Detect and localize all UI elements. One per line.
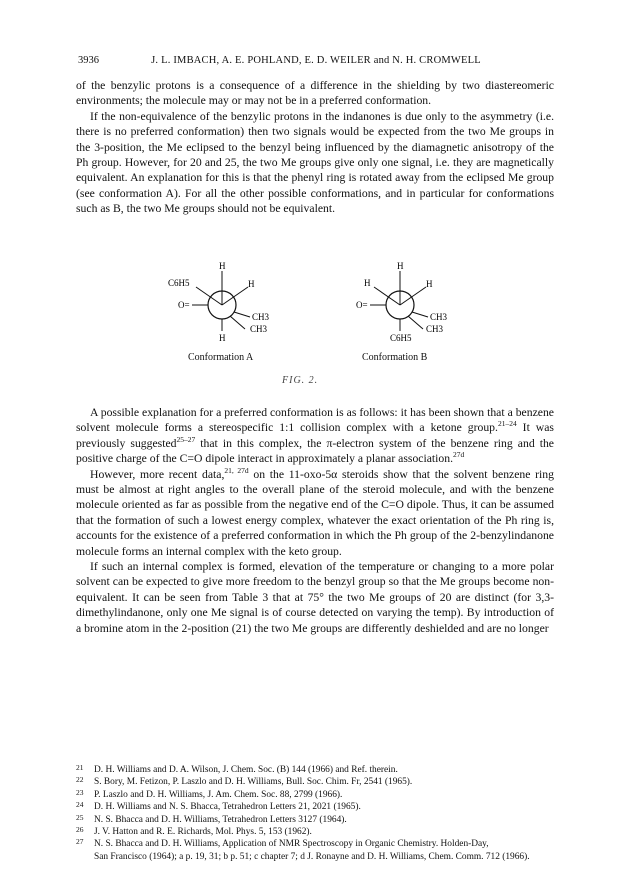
reference-continuation: San Francisco (1964); a p. 19, 31; b p. 51; c chapter 7; d J. Ronayne and D. H. Williams, Chem. Comm. 712 (1966). xyxy=(94,851,530,862)
conformation-a-label: Conformation A xyxy=(188,352,254,363)
atom-label: C6H5 xyxy=(390,333,412,343)
conformation-a-diagram xyxy=(168,261,270,343)
reference-item: 22 S. Bory, M. Fetizon, P. Laszlo and D. H. Williams, Bull. Soc. Chim. Fr, 2541 (1965). xyxy=(76,775,413,788)
atom-label: H xyxy=(397,261,404,271)
reference-item: 21 D. H. Williams and D. A. Wilson, J. Chem. Soc. (B) 144 (1966) and Ref. therein. xyxy=(76,763,398,775)
citation: 25–27 xyxy=(176,434,196,444)
atom-label: CH3 xyxy=(430,312,448,322)
reference-item: 27 N. S. Bhacca and D. H. Williams, Application of NMR Spectroscopy in Organic Chemistry. Holden-Day, xyxy=(76,837,489,850)
paragraph: of the benzylic protons is a consequence of a difference in the shielding by two diastereomeric environments; the molecule may or may not be in a preferred conformation. xyxy=(76,79,554,108)
paragraph-text: However, more recent data, xyxy=(90,467,225,481)
paragraph: If the non-equivalence of the benzylic protons in the indanones is due only to the asymmetry (i.e. there is no preferred conformation) then two signals would be expected from the two Me groups in the 3-position, the Me eclipsed to the benzyl being influenced by the diamagnetic anisotropy of the Ph group. However, for 20 and 25, the two Me groups give only one signal, i.e. they are magnetically equivalent. An explanation for this is that the phenyl ring is rotated away from the eclipsed Me group (see conformation A). For all the other possible conformations, and in particular for conformations such as B, the two Me groups should not be equivalent. xyxy=(76,109,554,216)
reference-item: 25 N. S. Bhacca and D. H. Williams, Tetrahedron Letters 3127 (1964). xyxy=(76,812,347,825)
paragraph-text: It was previously suggested xyxy=(76,421,554,450)
paragraph: If such an internal complex is formed, elevation of the temperature or changing to a more polar solvent can be expected to give more freedom to the benzyl group so that the Me groups become non-equivalent. It can be seen from Table 3 that at 75° the two Me groups of 20 are distinct (for 3,3-dimethylindanone, only one Me signal is of course detected on varying the temp). By introduction of a bromine atom in the 2-position (21) the two Me groups are differently deshielded and are no longer xyxy=(76,560,554,635)
newman-projections-figure xyxy=(150,259,490,359)
conformation-b-label: Conformation B xyxy=(362,352,428,363)
paragraph-text: that in this complex, the π-electron system of the benzene ring and the positive charge of the C=O dipole interact in approximately a planar association. xyxy=(76,436,554,466)
conformation-b-diagram xyxy=(356,261,448,343)
paragraph xyxy=(76,467,554,559)
atom-label: H xyxy=(426,279,433,289)
paragraph-text: on the 11-oxo-5α steroids show that the solvent benzene ring must be almost at right angles to the overall plane of the steroid molecule, and with the benzene molecule oriented as far as possible from the negative end of the C=O dipole. Thus, it can be assumed that the formation of such a lowest energy complex, whatever the exact orientation of the Ph ring is, accounts for the existence of a preferred conformation in which the Ph group of the 2-benzylindanone molecule forms an internal complex with the keto group. xyxy=(76,467,554,558)
atom-label: H xyxy=(219,261,226,271)
citation: 27d xyxy=(453,450,465,460)
paragraph-text: A possible explanation for a preferred conformation is as follows: it has been shown that a benzene solvent molecule forms a stereospecific 1:1 collision complex with a ketone group. xyxy=(76,406,554,435)
atom-label: O= xyxy=(356,300,368,310)
atom-label: H xyxy=(219,333,226,343)
atom-label: O= xyxy=(178,300,190,310)
reference-list xyxy=(76,764,554,863)
body-text-bottom xyxy=(76,405,554,636)
citation: 21, 27d xyxy=(224,465,249,475)
atom-label: H xyxy=(248,279,255,289)
atom-label: CH3 xyxy=(426,324,444,334)
running-authors: J. L. IMBACH, A. E. POHLAND, E. D. WEILER and N. H. CROMWELL xyxy=(151,55,481,66)
reference-item: 23 P. Laszlo and D. H. Williams, J. Am. Chem. Soc. 88, 2799 (1966). xyxy=(76,787,343,800)
citation: 21–24 xyxy=(497,419,517,429)
running-header xyxy=(78,55,554,69)
figure-caption: FIG. 2. xyxy=(282,375,319,386)
page-number: 3936 xyxy=(78,55,99,66)
body-text-top xyxy=(76,78,554,217)
atom-label: C6H5 xyxy=(168,278,190,288)
atom-label: CH3 xyxy=(250,324,268,334)
paragraph xyxy=(76,405,554,467)
atom-label: CH3 xyxy=(252,312,270,322)
reference-item: 24 D. H. Williams and N. S. Bhacca, Tetrahedron Letters 21, 2021 (1965). xyxy=(76,800,361,813)
atom-label: H xyxy=(364,278,371,288)
reference-item: 26 J. V. Hatton and R. E. Richards, Mol. Phys. 5, 153 (1962). xyxy=(76,825,312,838)
